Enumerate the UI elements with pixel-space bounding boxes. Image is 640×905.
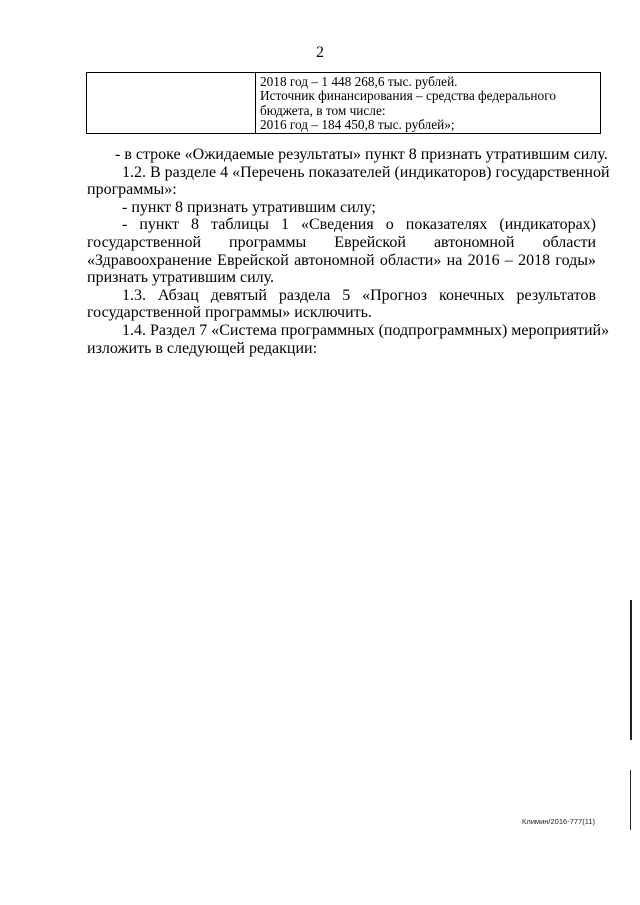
paragraph-1-4-line-2: изложить в следующей редакции: [87, 339, 318, 357]
table-label-cell [87, 73, 256, 134]
table-line-federal-budget: бюджета, в том числе: [260, 102, 386, 118]
table-line-funding-source: Источник финансирования – средства федерального [260, 88, 556, 104]
paragraph-table-1-line-3: «Здравоохранение Еврейской автономной области» на 2016 – 2018 годы» [87, 251, 596, 269]
paragraph-1-3-line-2: государственной программы» исключить. [87, 304, 372, 322]
table-row [87, 73, 601, 134]
document-body [87, 146, 610, 357]
document-code: Климин/2016-777(11) [522, 817, 595, 826]
paragraph-table-1-line-2: государственной программы Еврейской автономной области [87, 233, 596, 251]
paragraph-1-4-line-1: 1.4. Раздел 7 «Система программных (подпрограммных) мероприятий» [122, 321, 610, 339]
table-line-2018-total: 2018 год – 1 448 268,6 тыс. рублей. [260, 74, 458, 89]
paragraph-expected-results: - в строке «Ожидаемые результаты» пункт 8 признать утратившим силу. [115, 146, 608, 163]
table-line-2016-amount: 2016 год – 184 450,8 тыс. рублей»; [260, 116, 455, 132]
table-value-cell [256, 73, 601, 134]
scan-mark-right-edge-lower [630, 770, 631, 830]
page-number: 2 [316, 44, 324, 61]
paragraph-1-2-line-1: 1.2. В разделе 4 «Перечень показателей (индикаторов) государственной [122, 163, 610, 181]
paragraph-point-8: - пункт 8 признать утратившим силу; [122, 198, 376, 216]
paragraph-table-1-line-1: - пункт 8 таблицы 1 «Сведения о показателях (индикаторах) [122, 216, 596, 234]
paragraph-1-3-line-1: 1.3. Абзац девятый раздела 5 «Прогноз конечных результатов [122, 286, 596, 304]
paragraph-1-2-line-2: программы»: [87, 181, 177, 199]
program-passport-table-continuation [86, 72, 601, 134]
paragraph-table-1-line-4: признать утратившим силу. [87, 269, 275, 287]
scan-mark-right-edge [630, 600, 632, 740]
